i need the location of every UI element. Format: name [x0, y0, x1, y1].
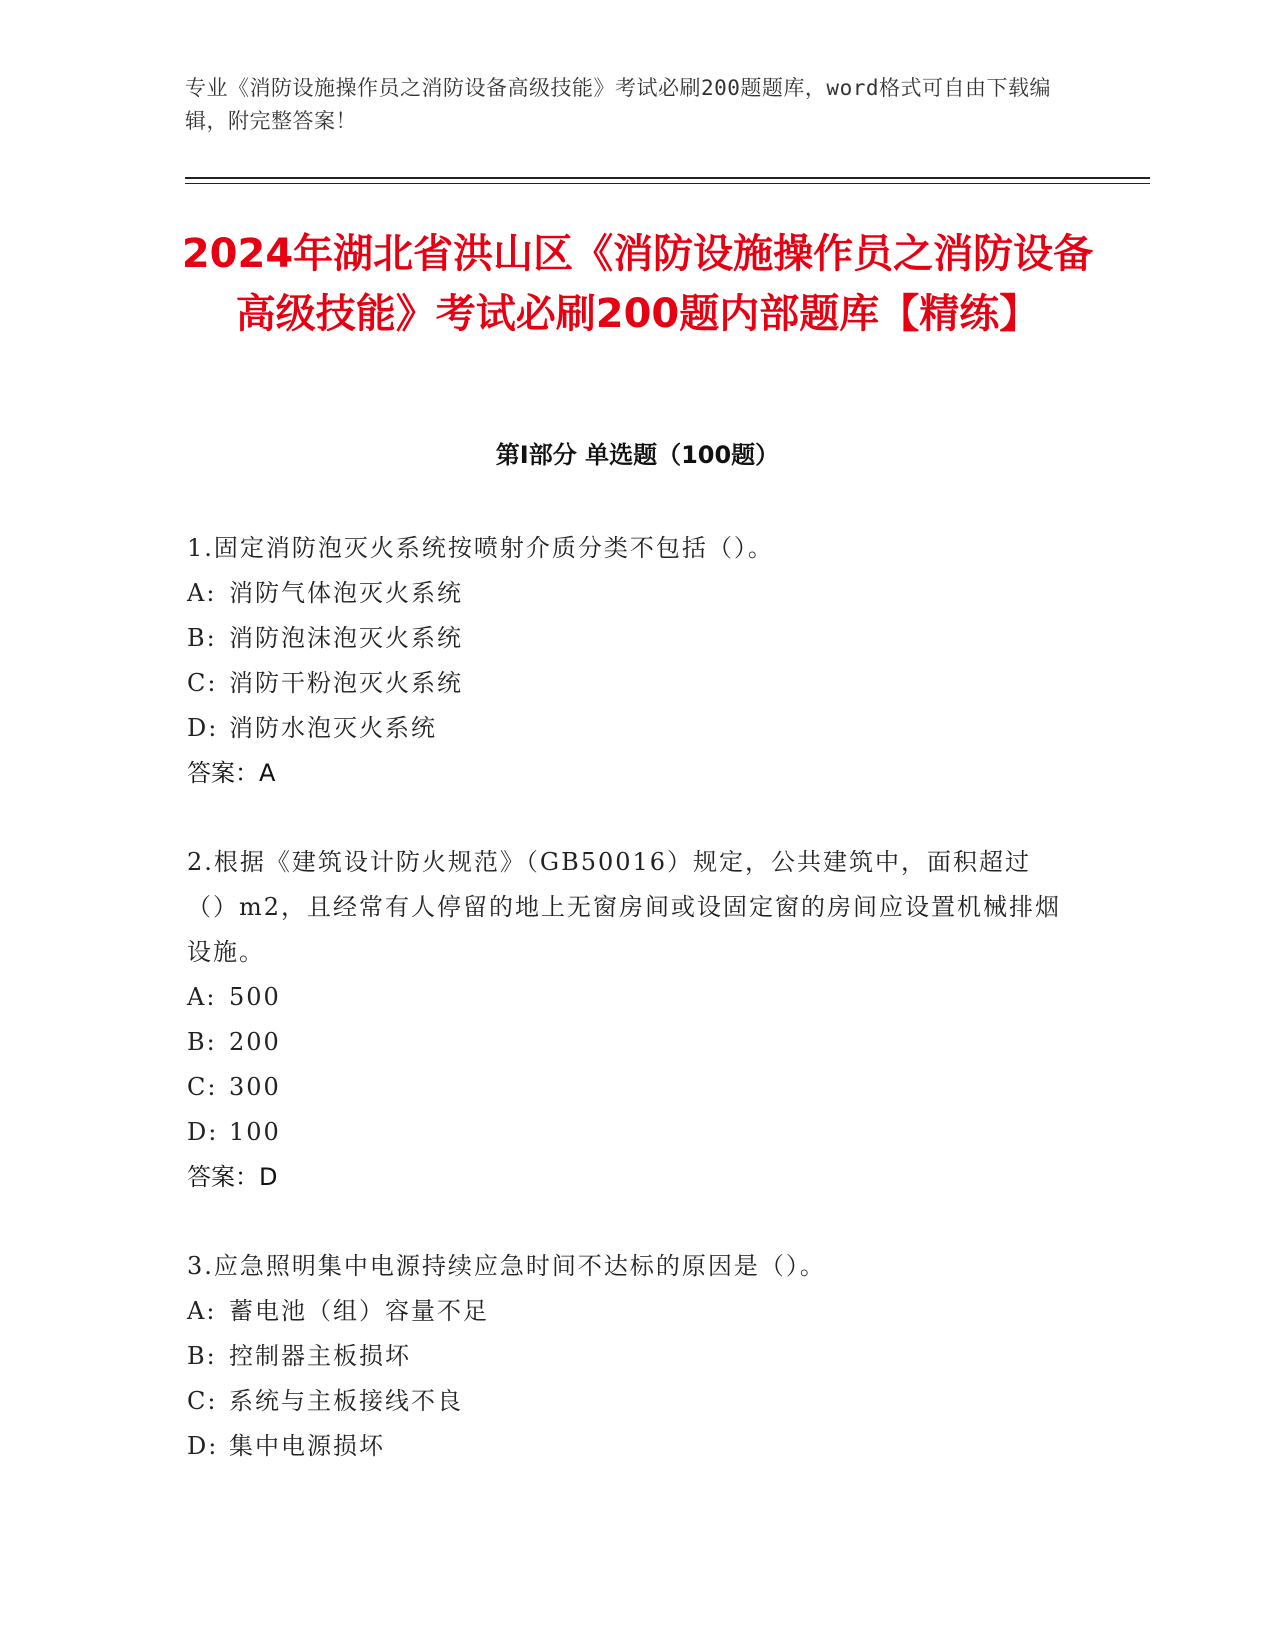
option-key: C:: [187, 1073, 218, 1101]
option-b: [187, 616, 1067, 661]
option-text: 控制器主板损坏: [229, 1342, 411, 1370]
question-1: [187, 526, 1067, 796]
option-text: 系统与主板接线不良: [229, 1387, 463, 1415]
option-text: 300: [229, 1073, 281, 1101]
question-stem: 3.应急照明集中电源持续应急时间不达标的原因是（）。: [187, 1252, 826, 1280]
option-key: D:: [187, 1118, 219, 1146]
option-text: 消防泡沫泡灭火系统: [229, 624, 463, 652]
option-key: D:: [187, 714, 219, 742]
header-divider-thick: [185, 177, 1150, 179]
option-text: 集中电源损坏: [229, 1432, 385, 1460]
option-key: A:: [187, 983, 217, 1011]
header-note: 专业《消防设施操作员之消防设备高级技能》考试必刷200题题库，word格式可自由下载编辑，附完整答案！: [185, 76, 1051, 133]
option-text: 500: [229, 983, 281, 1011]
option-c: [187, 661, 1067, 706]
answer: 答案：D: [187, 1163, 278, 1191]
option-key: A:: [187, 1297, 217, 1325]
option-text: 消防水泡灭火系统: [229, 714, 437, 742]
option-a: [187, 1289, 1067, 1334]
option-text: 消防干粉泡灭火系统: [229, 669, 463, 697]
option-text: 蓄电池（组）容量不足: [229, 1297, 489, 1325]
section-title: 第I部分 单选题（100题）: [495, 441, 780, 469]
option-key: C:: [187, 669, 218, 697]
option-a: [187, 975, 1067, 1020]
question-stem: 2.根据《建筑设计防火规范》（GB50016）规定，公共建筑中，面积超过（）m2，且经常有人停留的地上无窗房间或设固定窗的房间应设置机械排烟设施。: [187, 848, 1062, 966]
header-divider-thin: [185, 183, 1150, 184]
option-key: D:: [187, 1432, 219, 1460]
option-d: [187, 706, 1067, 751]
question-stem: 1.固定消防泡灭火系统按喷射介质分类不包括（）。: [187, 534, 774, 562]
answer: 答案：A: [187, 759, 276, 787]
option-b: [187, 1334, 1067, 1379]
option-key: B:: [187, 1342, 217, 1370]
option-c: [187, 1065, 1067, 1110]
option-key: A:: [187, 579, 217, 607]
option-c: [187, 1379, 1067, 1424]
option-d: [187, 1110, 1067, 1155]
option-key: B:: [187, 624, 217, 652]
option-text: 200: [229, 1028, 281, 1056]
option-text: 消防气体泡灭火系统: [229, 579, 463, 607]
option-b: [187, 1020, 1067, 1065]
option-text: 100: [229, 1118, 281, 1146]
option-d: [187, 1424, 1067, 1469]
document-title: 2024年湖北省洪山区《消防设施操作员之消防设备高级技能》考试必刷200题内部题库【精练】: [181, 231, 1094, 337]
question-2: [187, 840, 1067, 1200]
question-3: [187, 1244, 1067, 1469]
option-key: C:: [187, 1387, 218, 1415]
option-a: [187, 571, 1067, 616]
option-key: B:: [187, 1028, 217, 1056]
